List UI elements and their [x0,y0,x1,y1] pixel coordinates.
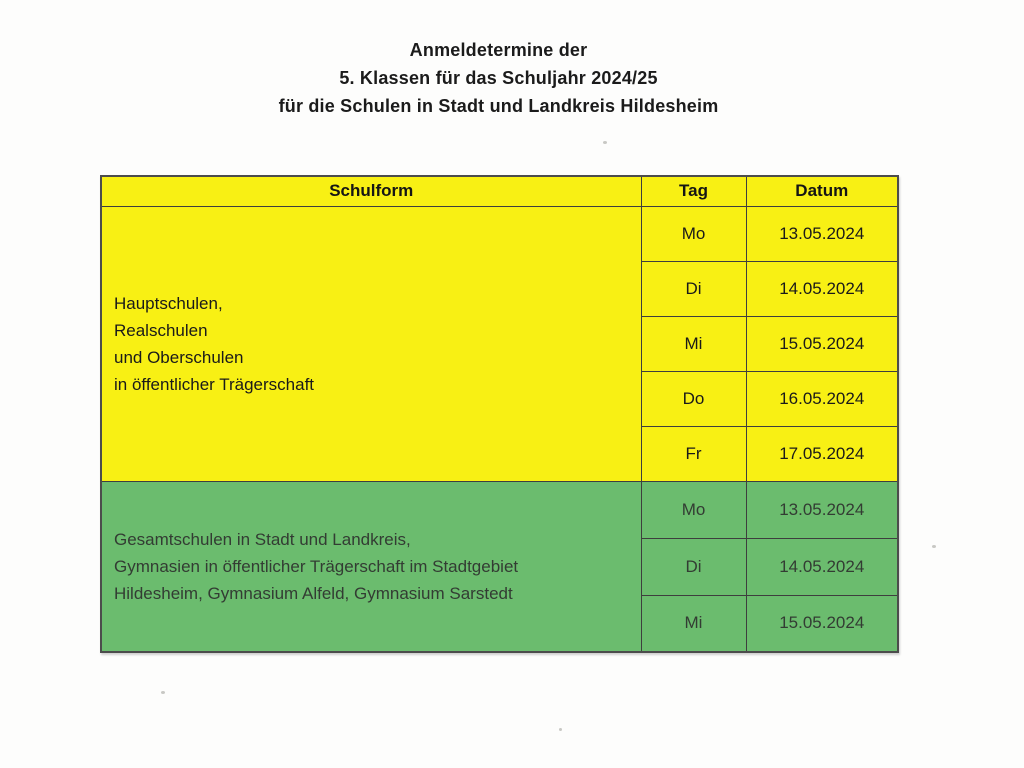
datum-cell: 15.05.2024 [746,595,898,652]
tag-cell: Mo [641,206,746,261]
tag-cell: Mi [641,595,746,652]
scan-speck [559,728,562,731]
tag-cell: Do [641,371,746,426]
datum-cell: 14.05.2024 [746,538,898,595]
tag-cell: Fr [641,426,746,481]
tag-cell: Di [641,538,746,595]
schedule-table [100,175,899,653]
column-header-tag: Tag [641,176,746,206]
datum-cell: 13.05.2024 [746,481,898,538]
schulform-cell-gesamtschulen [101,481,641,652]
tag-cell: Mo [641,481,746,538]
tag-cell: Di [641,261,746,316]
title-line-1: Anmeldetermine der [409,40,588,60]
schulform-cell-hauptschulen [101,206,641,481]
table-row [101,206,898,261]
datum-cell: 16.05.2024 [746,371,898,426]
schulform-line: Gymnasien in öffentlicher Trägerschaft im Stadtgebiet [114,556,519,576]
scan-speck [932,545,936,548]
datum-cell: 17.05.2024 [746,426,898,481]
datum-cell: 13.05.2024 [746,206,898,261]
table-row [101,481,898,538]
datum-cell: 15.05.2024 [746,316,898,371]
schulform-line: Hauptschulen, [114,293,223,313]
document-title [100,36,897,120]
tag-cell: Mi [641,316,746,371]
schulform-line: Realschulen [114,320,208,340]
scan-speck [603,141,607,144]
schulform-line: Hildesheim, Gymnasium Alfeld, Gymnasium Sarstedt [114,583,513,603]
scan-speck [161,691,165,694]
schulform-line: in öffentlicher Trägerschaft [114,374,315,394]
datum-cell: 14.05.2024 [746,261,898,316]
schulform-line: Gesamtschulen in Stadt und Landkreis, [114,529,411,549]
column-header-schulform: Schulform [101,176,641,206]
schulform-line: und Oberschulen [114,347,244,367]
column-header-datum: Datum [746,176,898,206]
table-header-row [101,176,898,206]
title-line-2: 5. Klassen für das Schuljahr 2024/25 [339,68,658,88]
title-line-3: für die Schulen in Stadt und Landkreis Hildesheim [278,96,719,116]
